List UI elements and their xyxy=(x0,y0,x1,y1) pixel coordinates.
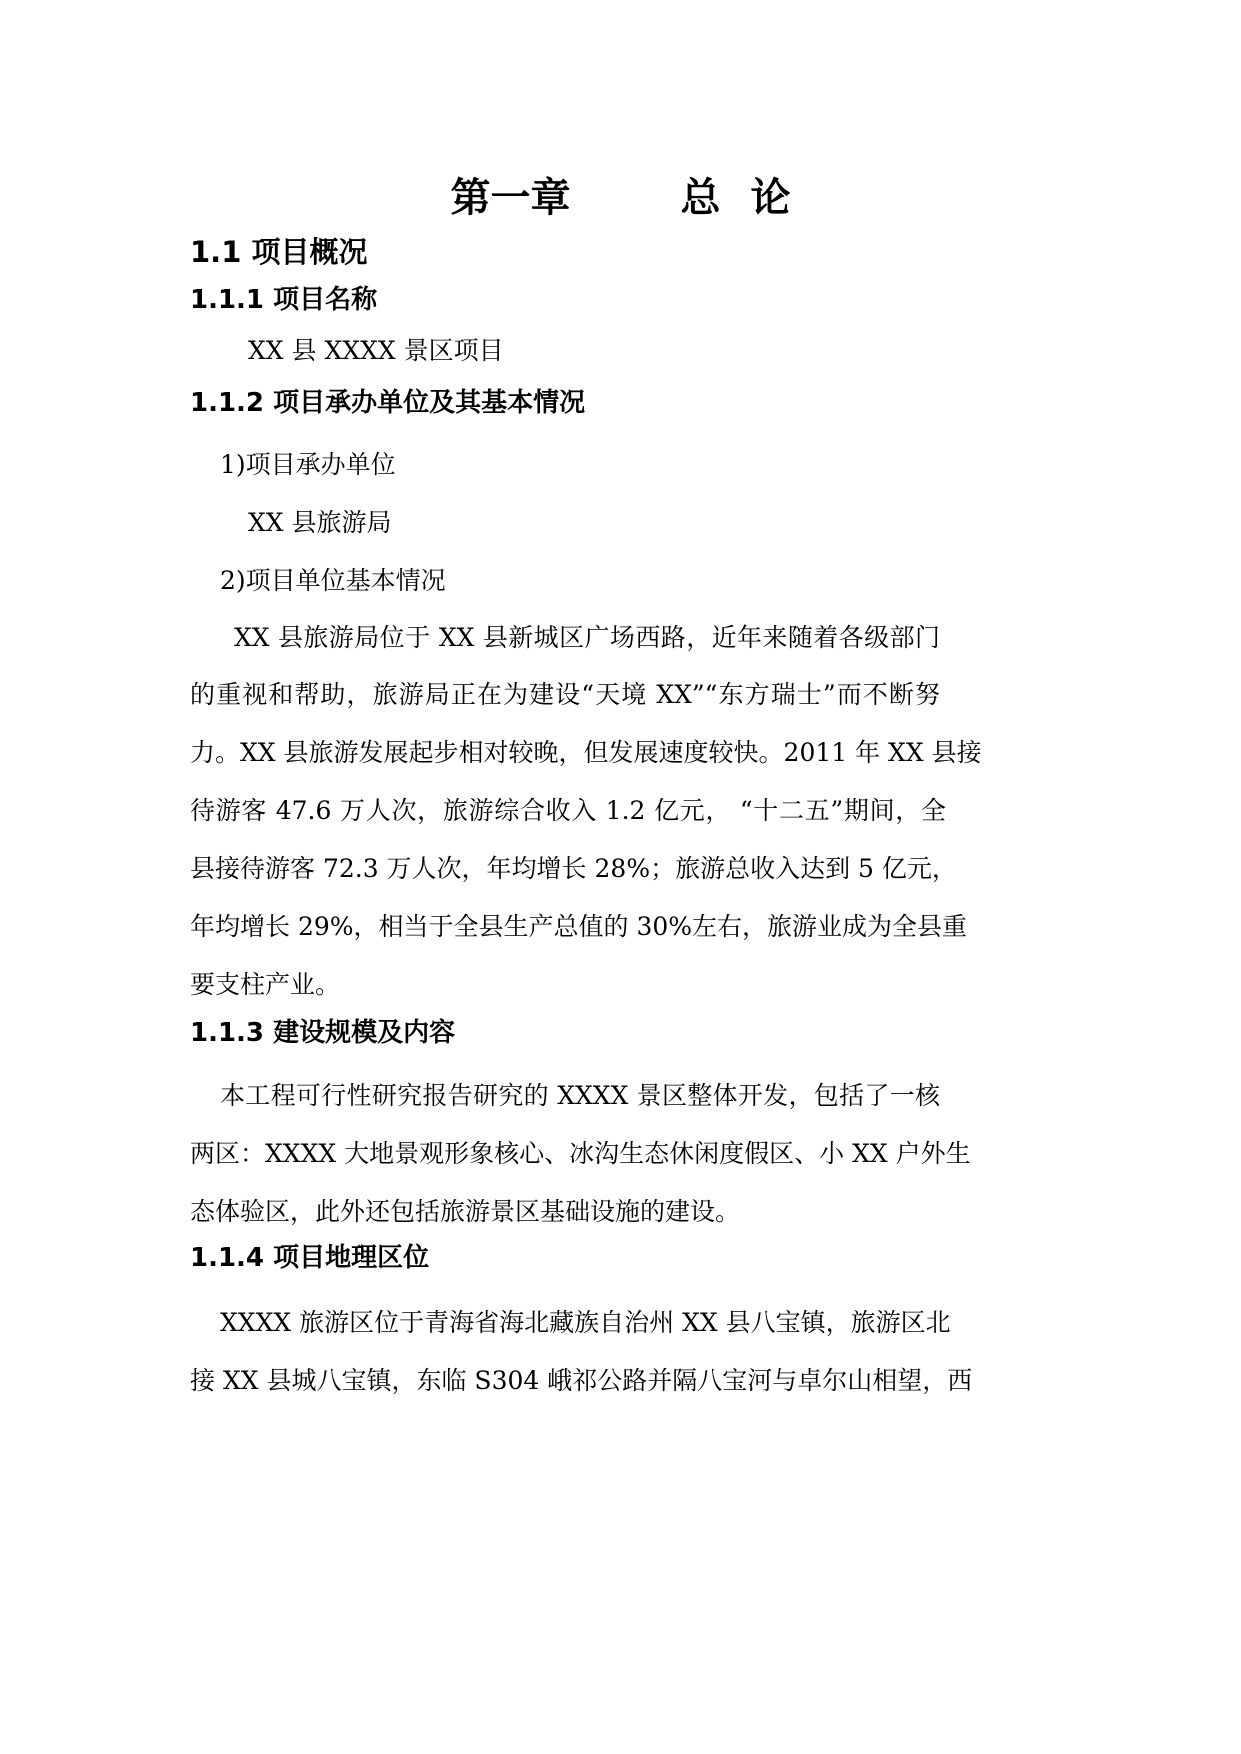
section-heading-1-1-1: 1.1.1 项目名称 xyxy=(190,285,378,315)
paragraph-line: 接 XX 县城八宝镇，东临 S304 峨祁公路并隔八宝河与卓尔山相望，西 xyxy=(190,1366,973,1395)
paragraph-line: 力。XX 县旅游发展起步相对较晚，但发展速度较快。2011 年 XX 县接 xyxy=(190,738,982,767)
project-name-text: XX 县 XXXX 景区项目 xyxy=(248,336,504,365)
paragraph-line: 两区：XXXX 大地景观形象核心、冰沟生态休闲度假区、小 XX 户外生 xyxy=(190,1139,971,1168)
list-item-label: 2)项目单位基本情况 xyxy=(220,566,446,595)
paragraph-line: XX 县旅游局位于 XX 县新城区广场西路，近年来随着各级部门 xyxy=(234,623,940,652)
paragraph-line: 态体验区，此外还包括旅游景区基础设施的建设。 xyxy=(190,1197,741,1226)
section-heading-1-1: 1.1 项目概况 xyxy=(190,235,368,269)
paragraph-line: 本工程可行性研究报告研究的 XXXX 景区整体开发，包括了一核 xyxy=(220,1081,940,1110)
paragraph-line: XXXX 旅游区位于青海省海北藏族自治州 XX 县八宝镇，旅游区北 xyxy=(220,1308,951,1337)
section-heading-1-1-2: 1.1.2 项目承办单位及其基本情况 xyxy=(190,388,586,418)
paragraph-line: 年均增长 29%，相当于全县生产总值的 30%左右，旅游业成为全县重 xyxy=(190,912,968,941)
section-heading-1-1-3: 1.1.3 建设规模及内容 xyxy=(190,1018,456,1048)
chapter-number: 第一章 xyxy=(450,175,571,221)
paragraph-line: 要支柱产业。 xyxy=(190,970,341,999)
paragraph-line: 的重视和帮助，旅游局正在为建设“天境 XX”“东方瑞士”而不断努 xyxy=(190,680,940,709)
paragraph-line: 县接待游客 72.3 万人次，年均增长 28%；旅游总收入达到 5 亿元， xyxy=(190,854,957,883)
chapter-title xyxy=(0,170,1241,226)
paragraph-line: 待游客 47.6 万人次，旅游综合收入 1.2 亿元， “十二五”期间，全 xyxy=(190,796,946,825)
list-item-label: 1)项目承办单位 xyxy=(220,450,396,479)
section-heading-1-1-4: 1.1.4 项目地理区位 xyxy=(190,1243,430,1273)
list-item-text: XX 县旅游局 xyxy=(248,508,392,537)
chapter-title-char-2: 论 xyxy=(750,175,791,221)
chapter-title-char-1: 总 xyxy=(680,175,721,221)
